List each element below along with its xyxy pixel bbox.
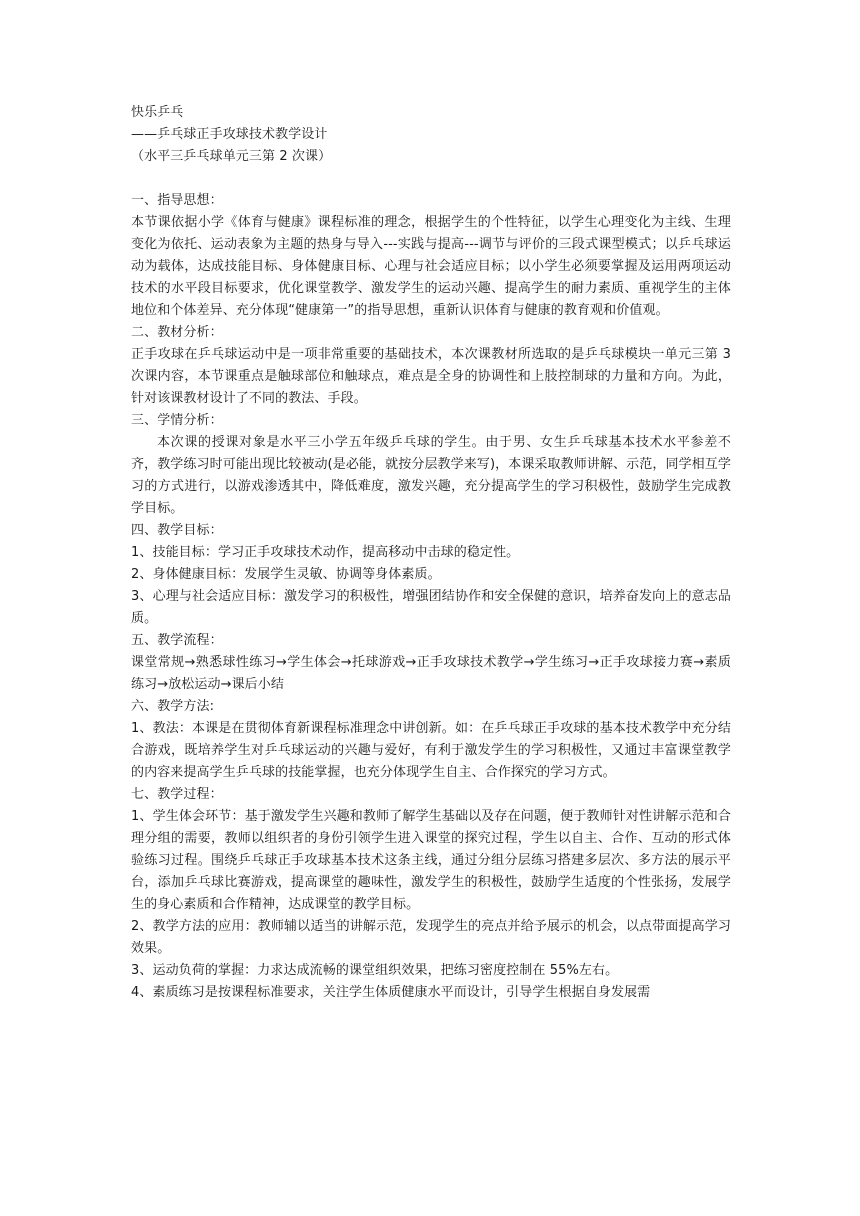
section-text-student-analysis: 本次课的授课对象是水平三小学五年级乒乓球的学生。由于男、女生乒乓球基本技术水平参差不齐，教学练习时可能出现比较被动(是必能，就按分层教学来写)，本课采取教师讲解、示范，同学相互学习的方式进行，以游戏渗透其中，降低难度，激发兴趣，充分提高学生的学习积极性，鼓励学生完成教学目标。 bbox=[131, 435, 731, 516]
section-heading-guiding-ideology: 一、指导思想： bbox=[131, 193, 223, 208]
lesson-info: （水平三乒乓球单元三第 2 次课） bbox=[131, 149, 332, 164]
document-title: 快乐乒乓 bbox=[131, 105, 184, 120]
section-text-guiding-ideology: 本节课依据小学《体育与健康》课程标准的理念，根据学生的个性特征，以学生心理变化为主线、生理变化为依托、运动表象为主题的热身与导入---实践与提高---调节与评价的三段式课型模式；以乒乓球运动为载体，达成技能目标、身体健康目标、心理与社会适应目标；以小学生必须要掌握及运用两项运动技术的水平段目标要求，优化课堂教学、激发学生的运动兴趣、提高学生的耐力素质、重视学生的主体地位和个体差异、充分体现“健康第一”的指导思想，重新认识体育与健康的教育观和价值观。 bbox=[131, 215, 731, 318]
section-text-teaching-flow: 课堂常规→熟悉球性练习→学生体会→托球游戏→正手攻球技术教学→学生练习→正手攻球接力赛→素质练习→放松运动→课后小结 bbox=[131, 655, 731, 692]
goal-item: 3、心理与社会适应目标：激发学习的积极性，增强团结协作和安全保健的意识，培养奋发向上的意志品质。 bbox=[131, 589, 731, 626]
process-item: 1、学生体会环节：基于激发学生兴趣和教师了解学生基础以及存在问题，便于教师针对性讲解示范和合理分组的需要，教师以组织者的身份引领学生进入课堂的探究过程，学生以自主、合作、互动的形式体验练习过程。围绕乒乓球正手攻球基本技术这条主线，通过分组分层练习搭建多层次、多方法的展示平台，添加乒乓球比赛游戏，提高课堂的趣味性，激发学生的积极性，鼓励学生适度的个性张扬，发展学生的身心素质和合作精神，达成课堂的教学目标。 bbox=[131, 809, 731, 912]
section-heading-teaching-process: 七、教学过程： bbox=[131, 787, 223, 802]
section-text-material-analysis: 正手攻球在乒乓球运动中是一项非常重要的基础技术，本次课教材所选取的是乒乓球模块一单元三第 3 次课内容，本节课重点是触球部位和触球点，难点是全身的协调性和上肢控制球的力量和方向。为此，针对该课教材设计了不同的教法、手段。 bbox=[131, 347, 731, 406]
document-subtitle: ——乒乓球正手攻球技术教学设计 bbox=[131, 127, 328, 142]
section-heading-teaching-flow: 五、教学流程： bbox=[131, 633, 223, 648]
section-heading-student-analysis: 三、学情分析： bbox=[131, 413, 223, 428]
process-item: 4、素质练习是按课程标准要求，关注学生体质健康水平而设计，引导学生根据自身发展需 bbox=[131, 985, 651, 1000]
goal-item: 1、技能目标：学习正手攻球技术动作，提高移动中击球的稳定性。 bbox=[131, 545, 520, 560]
section-heading-teaching-methods: 六、教学方法: bbox=[131, 699, 215, 714]
section-text-teaching-methods: 1、教法：本课是在贯彻体育新课程标准理念中讲创新。如：在乒乓球正手攻球的基本技术教学中充分结合游戏，既培养学生对乒乓球运动的兴趣与爱好，有利于激发学生的学习积极性，又通过丰富课堂教学的内容来提高学生乒乓球的技能掌握，也充分体现学生自主、合作探究的学习方式。 bbox=[131, 721, 731, 780]
document-page bbox=[131, 102, 731, 1004]
process-item: 2、教学方法的应用：教师辅以适当的讲解示范，发现学生的亮点并给予展示的机会，以点带面提高学习效果。 bbox=[131, 919, 731, 956]
goal-item: 2、身体健康目标：发展学生灵敏、协调等身体素质。 bbox=[131, 567, 441, 582]
section-heading-material-analysis: 二、教材分析： bbox=[131, 325, 223, 340]
blank-line bbox=[131, 168, 731, 190]
section-heading-teaching-goals: 四、教学目标： bbox=[131, 523, 223, 538]
process-item: 3、运动负荷的掌握：力求达成流畅的课堂组织效果，把练习密度控制在 55%左右。 bbox=[131, 963, 619, 978]
